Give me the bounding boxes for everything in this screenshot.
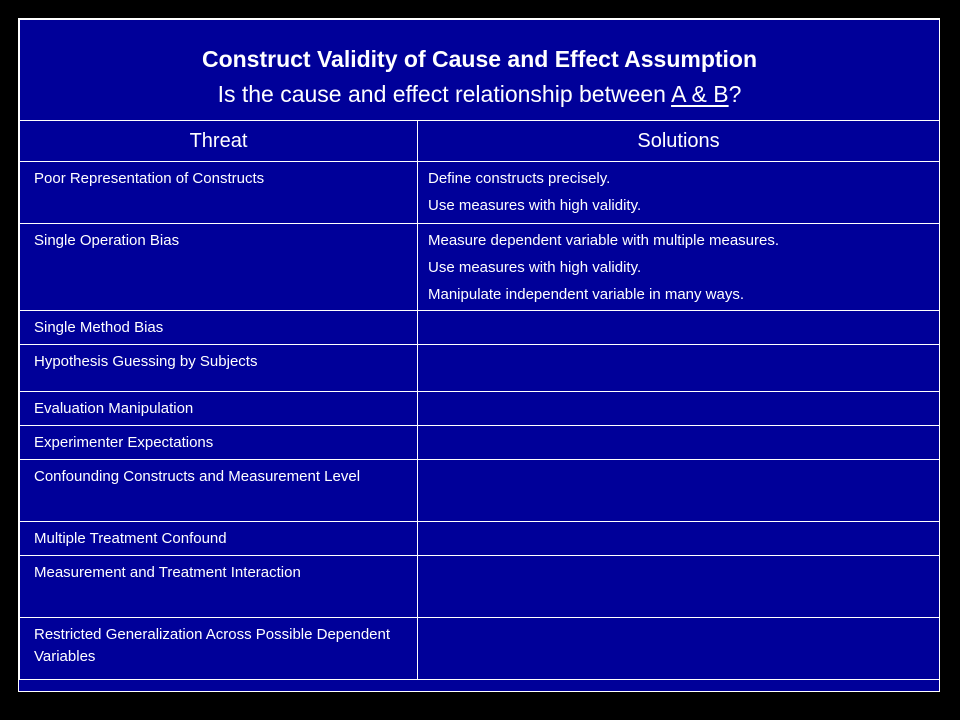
threat-text: Confounding Constructs and Measurement Level	[34, 468, 361, 485]
threat-text: Evaluation Manipulation	[34, 400, 194, 417]
subtitle-underlined: A & B	[671, 81, 729, 107]
title-cell	[20, 20, 940, 121]
header-row	[20, 121, 940, 162]
threat-cell	[20, 224, 418, 311]
threat-cell	[20, 556, 418, 618]
slide-panel	[18, 18, 940, 692]
solution-cell	[418, 162, 940, 224]
table-row	[20, 556, 940, 618]
threat-text: Single Operation Bias	[34, 232, 180, 249]
table-row	[20, 345, 940, 392]
threat-cell	[20, 522, 418, 556]
solution-cell-empty	[418, 618, 940, 680]
threat-text: Poor Representation of Constructs	[34, 170, 265, 187]
threat-cell	[20, 162, 418, 224]
threat-text: Restricted Generalization Across Possible Dependent Variables	[34, 626, 391, 665]
solution-line: Manipulate independent variable in many ways.	[428, 286, 745, 303]
threat-text: Multiple Treatment Confound	[34, 530, 227, 547]
threat-text: Hypothesis Guessing by Subjects	[34, 353, 258, 370]
table-row	[20, 162, 940, 224]
header-threat: Threat	[20, 121, 418, 162]
table-row	[20, 460, 940, 522]
solution-line: Use measures with high validity.	[428, 259, 642, 276]
solution-cell-empty	[418, 311, 940, 345]
title-row	[20, 20, 940, 121]
solution-cell-empty	[418, 345, 940, 392]
table-row	[20, 618, 940, 680]
solution-line: Use measures with high validity.	[428, 197, 642, 214]
solution-line: Define constructs precisely.	[428, 170, 611, 187]
slide-title: Construct Validity of Cause and Effect Assumption	[201, 46, 758, 72]
threat-text: Experimenter Expectations	[34, 434, 214, 451]
solution-cell-empty	[418, 522, 940, 556]
threat-cell	[20, 426, 418, 460]
solution-line: Measure dependent variable with multiple measures.	[428, 232, 780, 249]
solution-cell-empty	[418, 392, 940, 426]
threat-cell	[20, 345, 418, 392]
table-row	[20, 522, 940, 556]
solution-cell-empty	[418, 556, 940, 618]
threat-cell	[20, 392, 418, 426]
solution-cell-empty	[418, 460, 940, 522]
solution-cell	[418, 224, 940, 311]
table-row	[20, 426, 940, 460]
slide-subtitle	[20, 78, 939, 110]
threat-text: Measurement and Treatment Interaction	[34, 564, 301, 581]
threat-cell	[20, 311, 418, 345]
table-row	[20, 311, 940, 345]
table-row	[20, 392, 940, 426]
solution-cell-empty	[418, 426, 940, 460]
threat-cell	[20, 460, 418, 522]
threats-table	[19, 19, 940, 680]
threat-text: Single Method Bias	[34, 319, 164, 336]
subtitle-suffix: ?	[728, 81, 742, 107]
table-row	[20, 224, 940, 311]
subtitle-prefix: Is the cause and effect relationship between	[217, 81, 672, 107]
threat-cell	[20, 618, 418, 680]
header-solutions: Solutions	[418, 121, 940, 162]
